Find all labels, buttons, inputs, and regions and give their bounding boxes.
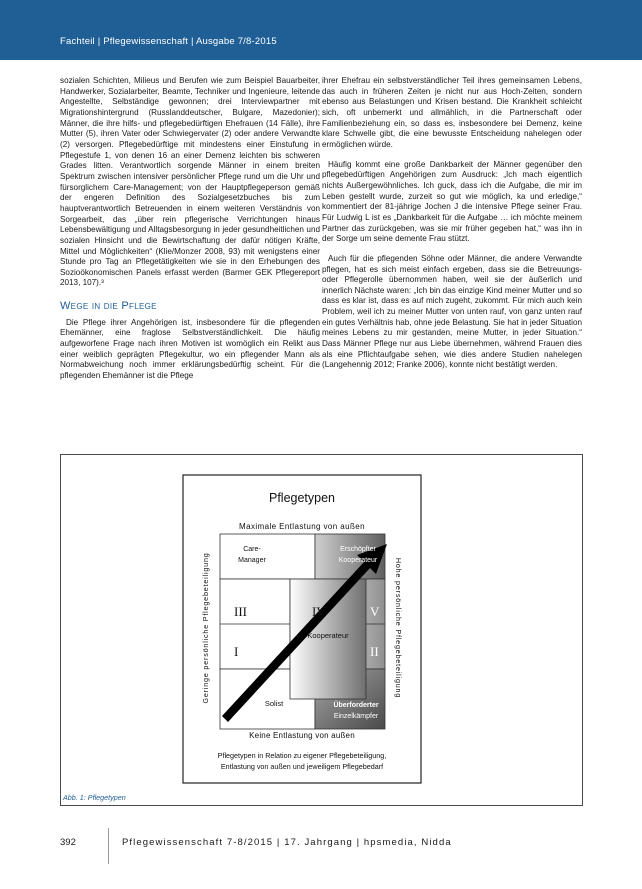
page-number: 392	[60, 837, 76, 848]
type-erschoepfter-line2: Kooperateur	[338, 557, 378, 564]
left-axis-label: Geringe persönliche Pflegebeteiligung	[201, 552, 210, 704]
pflegetypen-diagram	[182, 474, 422, 784]
top-axis-label: Maximale Entlastung von außen	[239, 522, 365, 531]
section-heading: Wege in die Pflege	[60, 300, 157, 313]
right-column	[322, 76, 582, 380]
left-paragraph-1: sozialen Schichten, Milieus und Berufen wie zum Beispiel Bauarbeiter, Handwerker, Sozialarbeiter, Beamte, Techniker und Ingenieure, leitende Angestellte, Selbständige gewonnen; drei Interviewpartner mit Migrationshintergrund (Russlanddeutscher, Bulgare, Mazedonier); Männer, die ihre hilfs- und pflegebedürftigen Ehefrauen (14 Fälle), ihre Mutter (5), ihren Vater oder Schwiegervater (2) oder andere Verwandte (2) versorgen. Pflegebedürftige mit mindestens einer Einstufung in Pflegestufe 1, von denen 16 an einer Demenz leichten bis schweren Grades litten. Verantwortlich sorgende Männer in einem breiten Spektrum zwischen intensiver persönlicher Pflege rund um die Uhr und fürsorglichem Care-Management; von der Hauptpflegeperson gemäß der engeren Definition des Sozialgesetzbuches bis zum hauptverantwortlich Betreuenden in einem weiteren Verständnis von Sorgearbeit, das „über rein pflegerische Verrichtungen hinaus Lebensbewältigung und Alltagsbesorgung in jeder gesundheitlichen und sozialen Hinsicht und die Bewirtschaftung der dafür nötigen Kräfte, Mittel und Möglichkeiten“ (Klie/Monzer 2008, 93) mit wenigstens einer Stunde pro Tag an Pflegetätigkeiten wie sie in den Erhebungen des Sozioökonomischen Panels erfasst werden (Barmer GEK Pflegereport 2013, 107).³	[60, 76, 320, 288]
care-manager-line1: Care-	[243, 546, 261, 553]
bottom-axis-label: Keine Entlastung von außen	[249, 731, 355, 740]
footer-divider	[108, 828, 109, 864]
diagram-title: Pflegetypen	[268, 491, 336, 505]
type-kooperateur: Kooperateur	[307, 631, 349, 640]
left-column	[60, 76, 320, 391]
right-axis-label: Hohe persönliche Pflegebeteiligung	[394, 557, 403, 699]
type-erschoepfter-line1: Erschöpfter	[340, 546, 376, 553]
left-paragraph-2: Die Pflege ihrer Angehörigen ist, insbesondere für die pflegenden Ehemänner, eine fraglose Selbstverständlichkeit. Die häufig aufgeworfene Frage nach ihren Motiven ist womöglich ein Relikt aus einer weiblich geprägten Pflegekultur, wo ein pflegender Mann als Normabweichung noch immer erklärungsbedürftig scheint. Für die pflegenden Ehemänner ist die Pflege	[60, 317, 320, 381]
roman-IV: IV	[312, 604, 326, 619]
roman-V: V	[370, 604, 380, 619]
type-ueberforderter-line1: Überforderter	[333, 702, 379, 709]
right-paragraph-2: Häufig kommt eine große Dankbarkeit der Männer gegenüber den pflegebedürftigen Angehörigen zum Ausdruck: „Ich mach eigentlich nichts Außergewöhnliches. Ich guck, dass ich die Aufgabe, die mir im Leben gestellt wurde, zurzeit so gut wie möglich, ka und erledige,“ kommentiert der 81-jährige Jochen J die intensive Pflege seiner Frau. Für Ludwig L ist es „Dankbarkeit für die Aufgabe … ich möchte meinem Partner das zurückgeben, was sie mir früher gegeben hat,“ was ihn in der Sorge um seine demente Frau stützt.	[322, 159, 582, 244]
care-manager-line2: Manager	[238, 557, 266, 564]
right-paragraph-3: Auch für die pflegenden Söhne oder Männer, die andere Verwandte pflegen, hat es sich meist einfach ergeben, dass sie die Betreuungs- oder Pflegerolle übernommen haben, weil sie der äußerlich und innerlich Nächste waren: „Ich bin das einzige Kind meiner Mutter und so dass es klar ist, dass es auf mich zugeht, zukommt. Für mich auch kein Problem, weil ich zu meiner Mutter von unten rauf, von ganz unten rauf ein gutes Verhältnis hab, ohne jede Belastung. Sie hat in jeder Situation meines Lebens zu mir gestanden, meine Mutter, in jeder Situation.“ Dass Männer Pflege nur aus Liebe übernehmen, während Frauen dies als eine Pflichtaufgabe sehen, wie dies andere Studien nahelegen (Langehennig 2012; Franke 2006), konnte nicht bestätigt werden.	[322, 253, 582, 370]
figure-caption: Abb. 1: Pflegetypen	[63, 793, 126, 802]
grid-top-left	[220, 534, 315, 579]
type-solist: Solist	[264, 699, 284, 708]
roman-I: I	[234, 644, 239, 659]
running-header: Fachteil | Pflegewissenschaft | Ausgabe 7/8-2015	[60, 36, 277, 47]
type-ueberforderter-line2: Einzelkämpfer	[333, 713, 379, 720]
subcaption-line2: Entlastung von außen und jeweiligem Pflegebedarf	[220, 762, 384, 771]
roman-II: II	[370, 644, 379, 659]
roman-III: III	[234, 604, 247, 619]
right-paragraph-1: ihrer Ehefrau ein selbstverständlicher Teil ihres gemeinsamen Lebens, das auch in früheren Zeiten je nicht nur aus Hoch-Zeiten, sondern ebenso aus Belastungen und Krisen bestand. Die Krankheit schleicht sich, oft unbemerkt und allmählich, in die Partnerschaft oder Familienbeziehung ein, so dass es, insbesondere bei Demenz, keine klare Schwelle gibt, die eine bewusste Entscheidung nahelegen oder ermöglichen würde.	[322, 76, 582, 149]
footer-journal-info: Pflegewissenschaft 7-8/2015 | 17. Jahrgang | hpsmedia, Nidda	[122, 837, 452, 848]
header-band	[0, 0, 642, 60]
subcaption-line1: Pflegetypen in Relation zu eigener Pflegebeteiligung,	[217, 751, 387, 760]
